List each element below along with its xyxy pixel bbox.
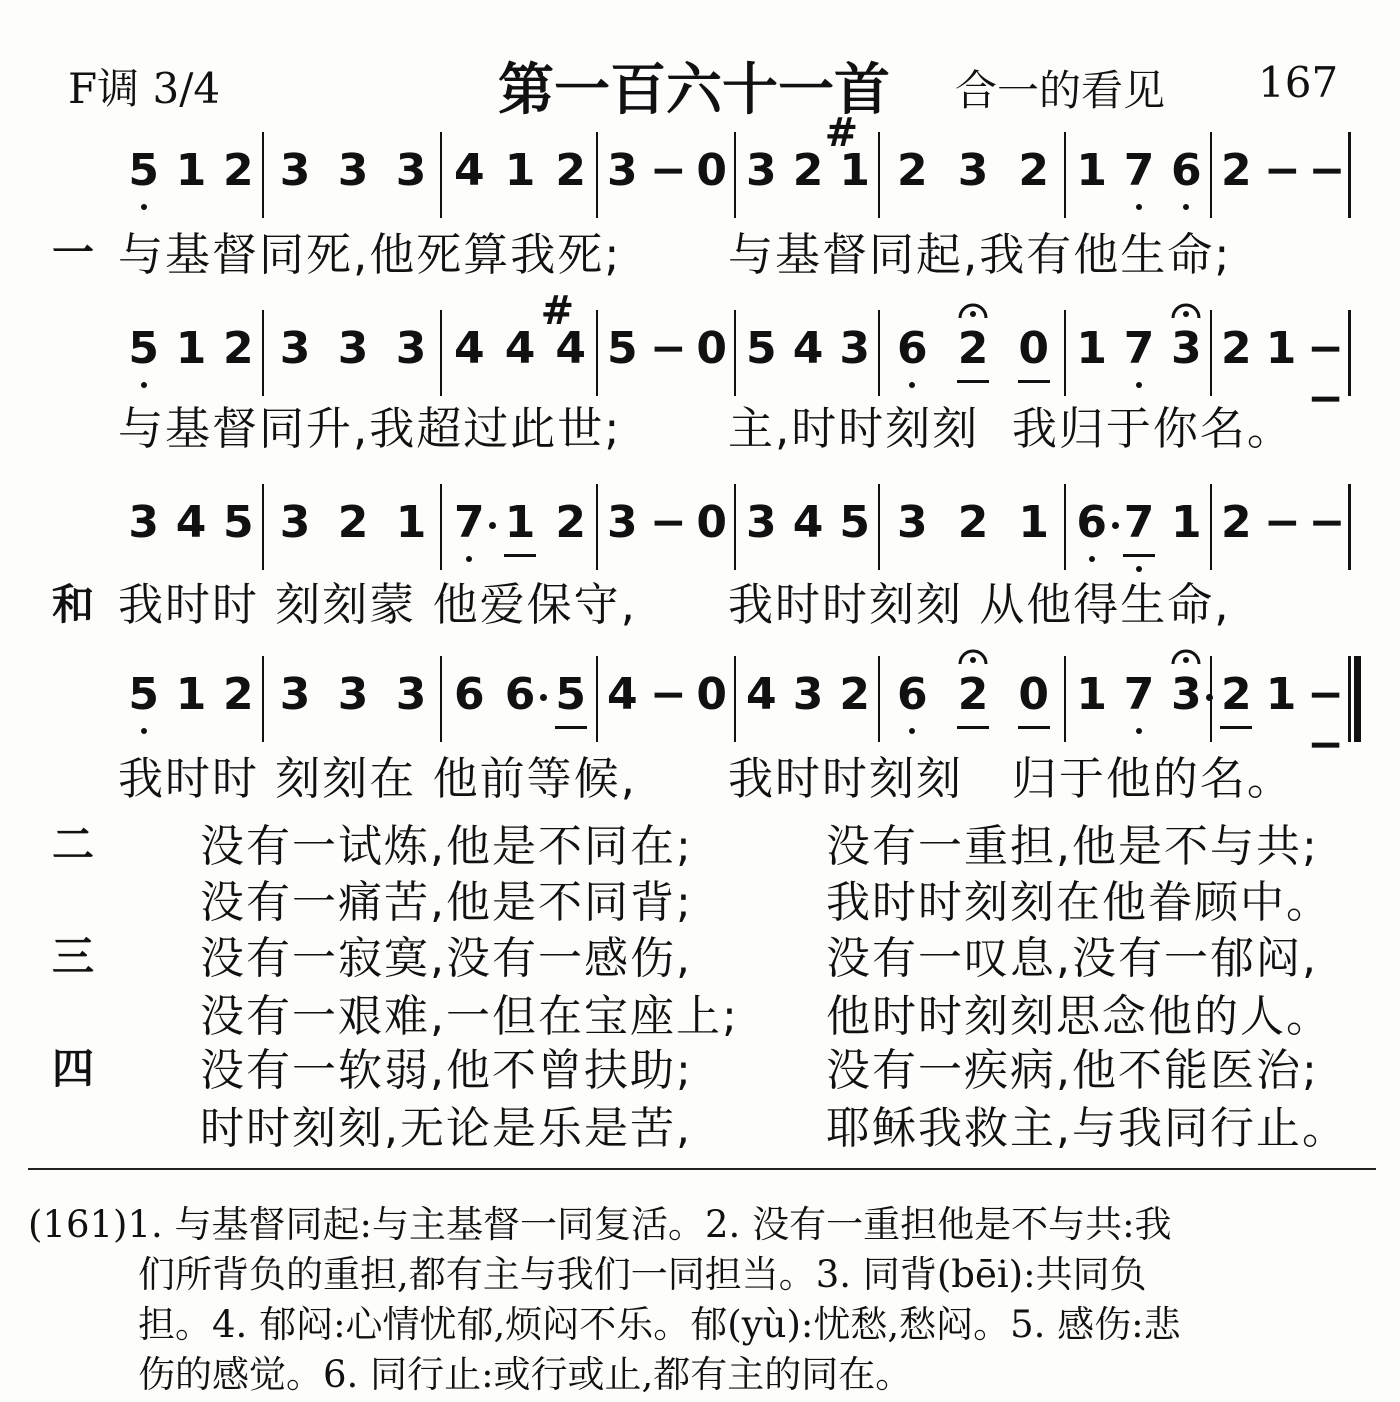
verse-number: 三	[52, 932, 95, 981]
barline	[440, 310, 442, 396]
verse-line: 时时刻刻,无论是乐是苦,	[200, 1103, 692, 1154]
footnote-line: 担。4. 郁闷:心情忧郁,烦闷不乐。郁(yù):忧愁,愁闷。5. 感伤:悲	[138, 1303, 1181, 1346]
note: 3	[839, 323, 870, 374]
barline	[596, 132, 598, 218]
note: −	[1264, 145, 1301, 196]
barline	[262, 132, 264, 218]
note: 2	[555, 497, 586, 548]
note: 1	[1265, 669, 1297, 720]
page-number: 167	[1258, 58, 1339, 107]
lyric-line: 我时时刻刻 从他得生命,	[728, 578, 1231, 631]
note: 1	[839, 145, 870, 196]
barline	[1064, 656, 1066, 742]
note: 3	[279, 323, 311, 374]
note: 3	[607, 145, 638, 196]
note: 3	[746, 145, 777, 196]
note: 3	[957, 145, 989, 196]
lyric-line: 我时时 刻刻在 他前等候,	[118, 752, 637, 805]
eighth-underline	[555, 726, 587, 729]
note: 2	[839, 669, 870, 720]
note: −−	[1307, 323, 1345, 424]
lyric-line: 我时时刻刻 归于他的名。	[728, 752, 1294, 805]
note: 0	[696, 145, 727, 196]
barline	[1210, 132, 1212, 218]
low-octave-dot	[1136, 728, 1142, 734]
note: 4	[746, 669, 777, 720]
note: 1	[175, 145, 207, 196]
verse-number: 一	[52, 228, 95, 277]
note: 3	[1171, 669, 1202, 720]
note: 2	[555, 145, 586, 196]
fermata-icon	[958, 640, 988, 668]
note: 2	[1018, 145, 1049, 196]
barline	[1348, 310, 1351, 396]
augmentation-dot	[540, 694, 547, 701]
barline	[1210, 484, 1212, 570]
verse-line: 没有一试炼,他是不同在;	[200, 821, 693, 872]
barline	[1348, 484, 1351, 570]
eighth-underline	[1018, 380, 1050, 383]
barline	[440, 132, 442, 218]
note: 4	[555, 323, 586, 374]
hymn-subtitle: 合一的看见	[955, 66, 1166, 115]
barline	[440, 484, 442, 570]
note: 7	[1123, 323, 1155, 374]
note: 2	[897, 145, 928, 196]
barline	[440, 656, 442, 742]
verse-line: 我时时刻刻在他眷顾中。	[826, 877, 1332, 928]
sharp-sign: #	[824, 110, 859, 156]
barline	[878, 132, 880, 218]
note: 4	[792, 323, 824, 374]
note: −	[1308, 497, 1346, 548]
barline	[1064, 132, 1066, 218]
augmentation-dot	[489, 522, 496, 529]
low-octave-dot	[1136, 382, 1142, 388]
sharp-sign: #	[540, 288, 575, 334]
eighth-underline	[957, 380, 989, 383]
note: 6	[1076, 497, 1107, 548]
note: 6	[504, 669, 536, 720]
note: 2	[792, 145, 824, 196]
note: 1	[504, 497, 536, 548]
note: 5	[223, 497, 254, 548]
note: 1	[504, 145, 536, 196]
note: 7	[1123, 145, 1155, 196]
barline	[1348, 656, 1351, 742]
note: 5	[746, 323, 777, 374]
note: 1	[1171, 497, 1202, 548]
note: 3	[395, 323, 427, 374]
footnote-line: 们所背负的重担,都有主与我们一同担当。3. 同背(bēi):共同负	[138, 1253, 1147, 1296]
note: −	[650, 669, 687, 720]
note: −	[650, 145, 687, 196]
note: 2	[337, 497, 369, 548]
note: 3	[395, 145, 427, 196]
note: 2	[1221, 669, 1252, 720]
note: 2	[957, 323, 989, 374]
note: 3	[337, 669, 369, 720]
chorus-label: 和	[52, 580, 95, 629]
note: −−	[1307, 669, 1345, 770]
verse-line: 耶稣我救主,与我同行止。	[826, 1103, 1348, 1154]
barline	[596, 484, 598, 570]
note: 7	[1123, 497, 1155, 548]
verse-line: 没有一重担,他是不与共;	[826, 821, 1319, 872]
note: 4	[504, 323, 536, 374]
lyric-line: 与基督同升,我超过此世;	[118, 402, 622, 455]
note: 3	[128, 497, 159, 548]
note: 5	[839, 497, 870, 548]
lyric-line: 主,时时刻刻 我归于你名。	[728, 402, 1294, 455]
verse-line: 没有一寂寞,没有一感伤,	[200, 933, 692, 984]
note: 1	[1076, 323, 1107, 374]
barline	[734, 484, 736, 570]
note: 1	[395, 497, 427, 548]
fermata-icon	[1171, 294, 1201, 322]
note: 3	[337, 323, 369, 374]
note: 3	[1171, 323, 1202, 374]
note: 3	[279, 669, 311, 720]
note: 6	[897, 323, 928, 374]
augmentation-dot	[1112, 522, 1119, 529]
note: 0	[696, 497, 727, 548]
barline	[1210, 656, 1212, 742]
note: 1	[1265, 323, 1297, 374]
verse-number: 四	[52, 1044, 95, 1093]
low-octave-dot	[1183, 204, 1189, 210]
hymn-title: 第一百六十一首	[498, 58, 890, 123]
note: 3	[279, 497, 311, 548]
fermata-icon	[958, 294, 988, 322]
note: 0	[696, 323, 727, 374]
note: 1	[1018, 497, 1049, 548]
eighth-underline	[1123, 554, 1155, 557]
barline	[1210, 310, 1212, 396]
barline	[734, 656, 736, 742]
note: 4	[607, 669, 638, 720]
barline	[1064, 484, 1066, 570]
barline	[734, 132, 736, 218]
note: 2	[957, 497, 989, 548]
footnote-line: (161)1. 与基督同起:与主基督一同复活。2. 没有一重担他是不与共:我	[28, 1203, 1172, 1246]
eighth-underline	[504, 554, 536, 557]
lyric-line: 与基督同起,我有他生命;	[728, 228, 1232, 281]
footnote-line: 伤的感觉。6. 同行止:或行或止,都有主的同在。	[138, 1353, 913, 1396]
note: −	[650, 323, 687, 374]
low-octave-dot	[466, 556, 472, 562]
eighth-underline	[1018, 726, 1050, 729]
note: 1	[175, 669, 207, 720]
barline	[734, 310, 736, 396]
verse-line: 没有一疾病,他不能医治;	[826, 1045, 1319, 1096]
note: 1	[1076, 669, 1107, 720]
barline	[1064, 310, 1066, 396]
note: 5	[128, 145, 159, 196]
note: 7	[454, 497, 485, 548]
barline	[878, 656, 880, 742]
low-octave-dot	[909, 728, 915, 734]
barline	[1348, 132, 1351, 218]
note: 2	[957, 669, 989, 720]
barline	[878, 310, 880, 396]
note: −	[1264, 497, 1301, 548]
low-octave-dot	[909, 382, 915, 388]
note: 0	[696, 669, 727, 720]
verse-line: 没有一软弱,他不曾扶助;	[200, 1045, 693, 1096]
note: 5	[128, 669, 159, 720]
note: 4	[454, 145, 485, 196]
note: 2	[223, 145, 254, 196]
barline	[262, 484, 264, 570]
note: 5	[128, 323, 159, 374]
barline	[596, 310, 598, 396]
note: 2	[1221, 497, 1252, 548]
note: 5	[607, 323, 638, 374]
key-signature: F调 3/4	[68, 64, 221, 113]
final-barline	[1354, 656, 1361, 742]
note: 3	[897, 497, 928, 548]
low-octave-dot	[141, 382, 147, 388]
note: 0	[1018, 669, 1049, 720]
note: −	[1308, 145, 1346, 196]
note: 1	[1076, 145, 1107, 196]
divider-line	[28, 1168, 1376, 1170]
barline	[262, 310, 264, 396]
verse-line: 没有一痛苦,他是不同背;	[200, 877, 693, 928]
note: 0	[1018, 323, 1049, 374]
note: 2	[1221, 145, 1252, 196]
verse-number: 二	[52, 820, 95, 869]
barline	[878, 484, 880, 570]
lyric-line: 与基督同死,他死算我死;	[118, 228, 622, 281]
note: 6	[1171, 145, 1202, 196]
note: 2	[223, 669, 254, 720]
low-octave-dot	[141, 204, 147, 210]
low-octave-dot	[1089, 556, 1095, 562]
barline	[596, 656, 598, 742]
note: 6	[897, 669, 928, 720]
note: 3	[395, 669, 427, 720]
note: 3	[746, 497, 777, 548]
verse-line: 没有一叹息,没有一郁闷,	[826, 933, 1318, 984]
lyric-line: 我时时 刻刻蒙 他爱保守,	[118, 578, 637, 631]
eighth-underline	[1220, 726, 1252, 729]
note: 4	[792, 497, 824, 548]
note: 2	[223, 323, 254, 374]
note: 2	[1221, 323, 1252, 374]
eighth-underline	[957, 726, 989, 729]
barline	[262, 656, 264, 742]
note: 5	[555, 669, 586, 720]
low-octave-dot	[1136, 204, 1142, 210]
verse-line: 没有一艰难,一但在宝座上;	[200, 991, 739, 1042]
note: 3	[279, 145, 311, 196]
note: 1	[175, 323, 207, 374]
note: 3	[607, 497, 638, 548]
note: 4	[175, 497, 207, 548]
fermata-icon	[1171, 640, 1201, 668]
verse-line: 他时时刻刻思念他的人。	[826, 991, 1332, 1042]
note: 4	[454, 323, 485, 374]
note: 3	[337, 145, 369, 196]
note: 6	[454, 669, 485, 720]
note: −	[650, 497, 687, 548]
low-octave-dot	[141, 728, 147, 734]
note: 3	[792, 669, 824, 720]
note: 7	[1123, 669, 1155, 720]
